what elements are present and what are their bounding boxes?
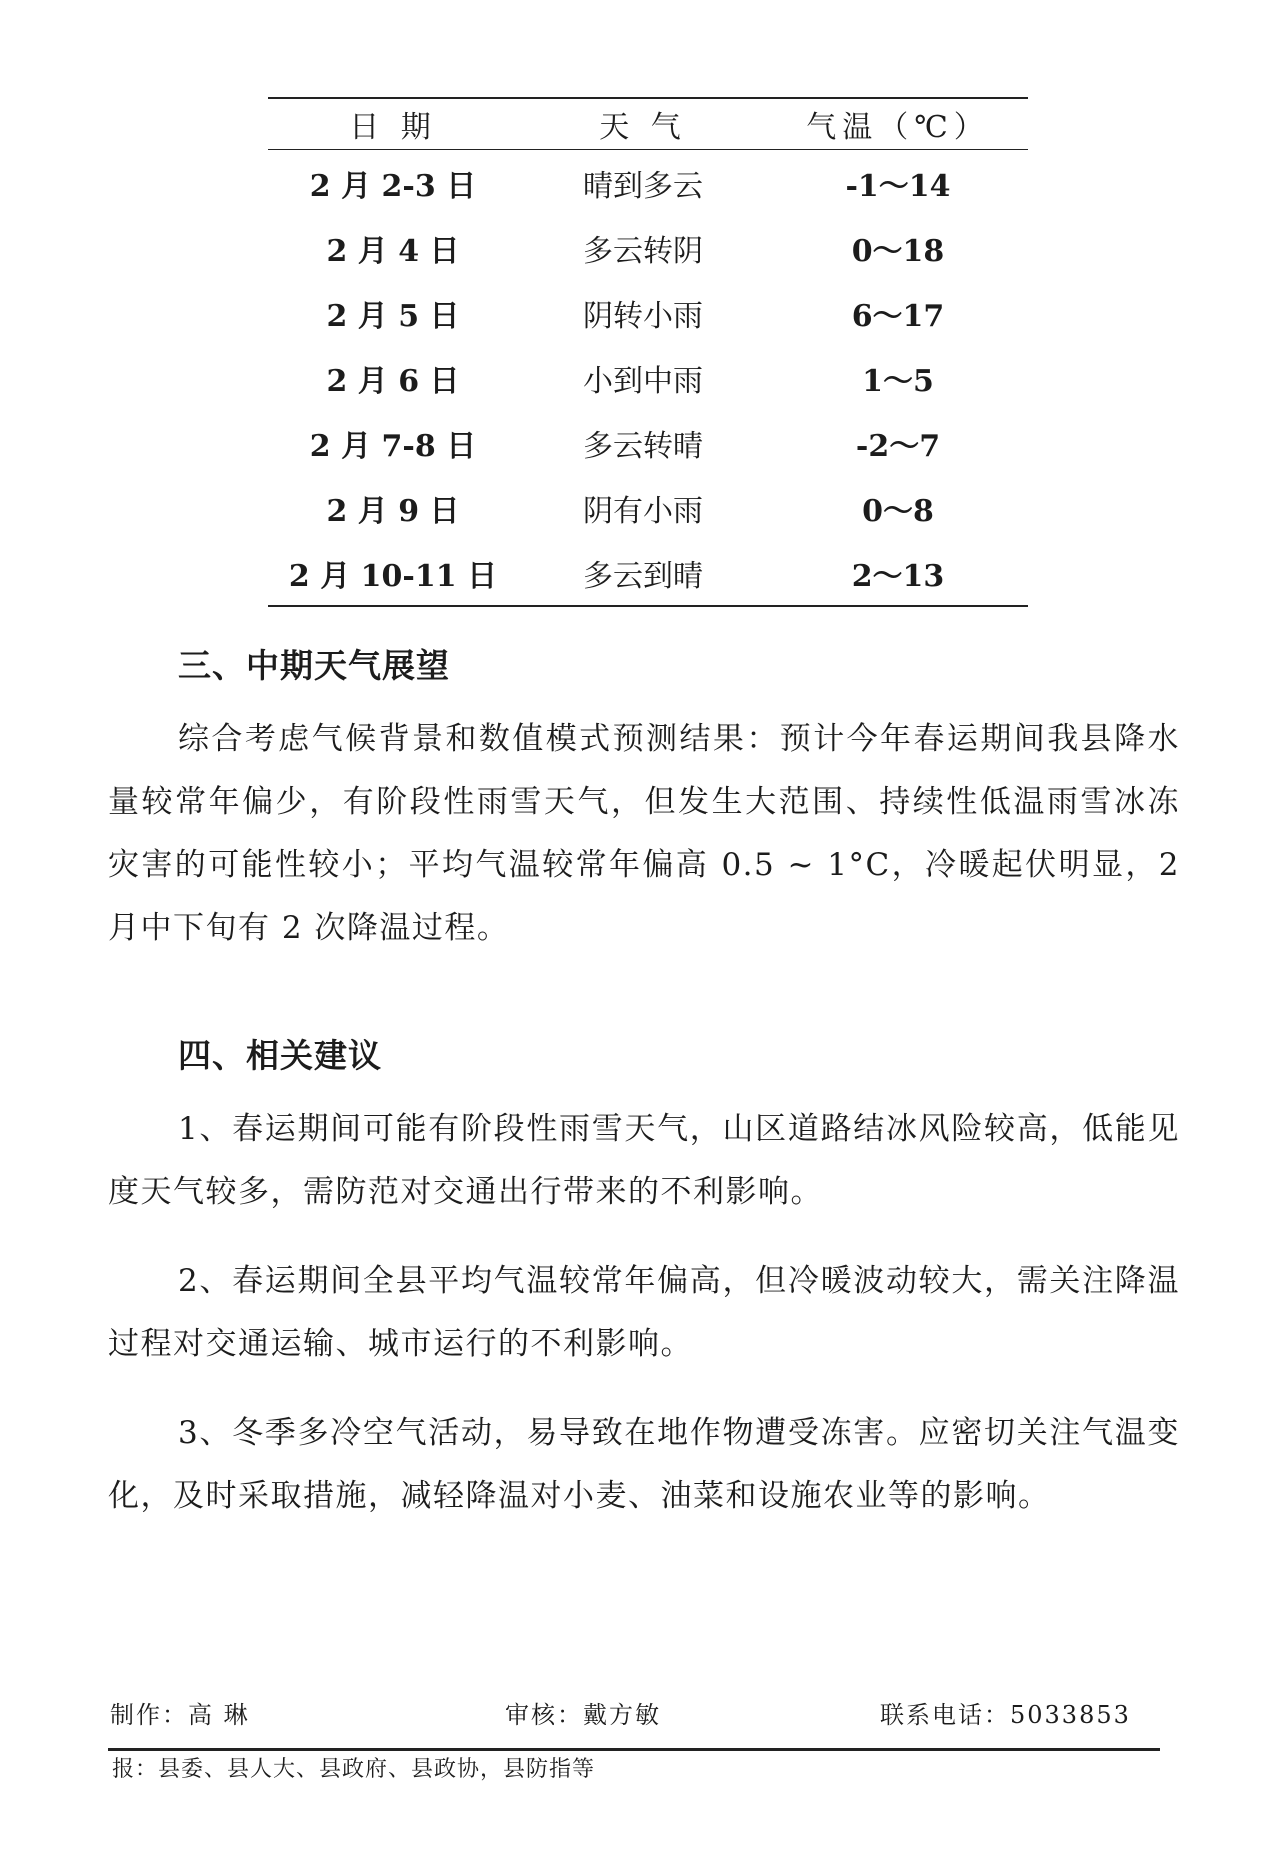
cell-weather: 多云转晴	[583, 428, 703, 464]
cell-temperature: 0～18	[851, 233, 945, 269]
cell-date: 2 月 10-11 日	[268, 540, 518, 606]
cell-weather: 晴到多云	[583, 168, 703, 204]
table-row	[268, 410, 1028, 475]
cell-weather: 多云转阴	[583, 233, 703, 269]
section-heading-suggestions: 四、相关建议	[178, 1036, 382, 1075]
cell-weather: 小到中雨	[583, 363, 703, 399]
table-row	[268, 475, 1028, 540]
table-header-row	[268, 98, 1028, 150]
table-row	[268, 215, 1028, 280]
header-date: 日 期	[268, 98, 518, 150]
footer-divider	[108, 1748, 1160, 1751]
cell-temperature: -2～7	[855, 428, 941, 464]
footer-maker: 制作：高 琳	[110, 1701, 250, 1729]
cell-weather: 阴有小雨	[583, 493, 703, 529]
table-row	[268, 150, 1028, 216]
forecast-table	[268, 97, 1028, 607]
section-heading-outlook: 三、中期天气展望	[178, 646, 450, 685]
outlook-paragraph: 综合考虑气候背景和数值模式预测结果：预计今年春运期间我县降水量较常年偏少，有阶段性雨雪天气，但发生大范围、持续性低温雨雪冰冻灾害的可能性较小；平均气温较常年偏高 0.5 ~ 1°C，冷暖起伏明显，2 月中下旬有 2 次降温过程。	[108, 721, 1180, 946]
header-temperature: 气温（℃）	[768, 98, 1028, 150]
table-row	[268, 540, 1028, 606]
cell-date: 2 月 4 日	[326, 233, 460, 269]
cell-date: 2 月 6 日	[326, 363, 460, 399]
suggestion-item-2: 2、春运期间全县平均气温较常年偏高，但冷暖波动较大，需关注降温过程对交通运输、城市运行的不利影响。	[108, 1263, 1180, 1362]
cell-temperature: 1～5	[862, 363, 934, 399]
report-recipients: 报：县委、县人大、县政府、县政协，县防指等	[112, 1757, 596, 1782]
cell-temperature: 2～13	[768, 540, 1028, 606]
table-row	[268, 345, 1028, 410]
cell-temperature: 6～17	[851, 298, 945, 334]
header-weather: 天 气	[518, 98, 768, 150]
cell-weather: 多云到晴	[518, 540, 768, 606]
cell-date: 2 月 9 日	[326, 493, 460, 529]
table-row	[268, 280, 1028, 345]
suggestion-item-3: 3、冬季多冷空气活动，易导致在地作物遭受冻害。应密切关注气温变化，及时采取措施，减轻降温对小麦、油菜和设施农业等的影响。	[108, 1415, 1180, 1514]
cell-date: 2 月 2-3 日	[309, 168, 477, 204]
cell-weather: 阴转小雨	[583, 298, 703, 334]
footer-reviewer: 审核：戴方敏	[505, 1701, 661, 1729]
cell-temperature: 0～8	[862, 493, 934, 529]
suggestion-item-1: 1、春运期间可能有阶段性雨雪天气，山区道路结冰风险较高，低能见度天气较多，需防范对交通出行带来的不利影响。	[108, 1111, 1180, 1210]
cell-temperature: -1～14	[845, 168, 951, 204]
cell-date: 2 月 7-8 日	[309, 428, 477, 464]
cell-date: 2 月 5 日	[326, 298, 460, 334]
footer-phone: 联系电话：5033853	[880, 1701, 1131, 1729]
